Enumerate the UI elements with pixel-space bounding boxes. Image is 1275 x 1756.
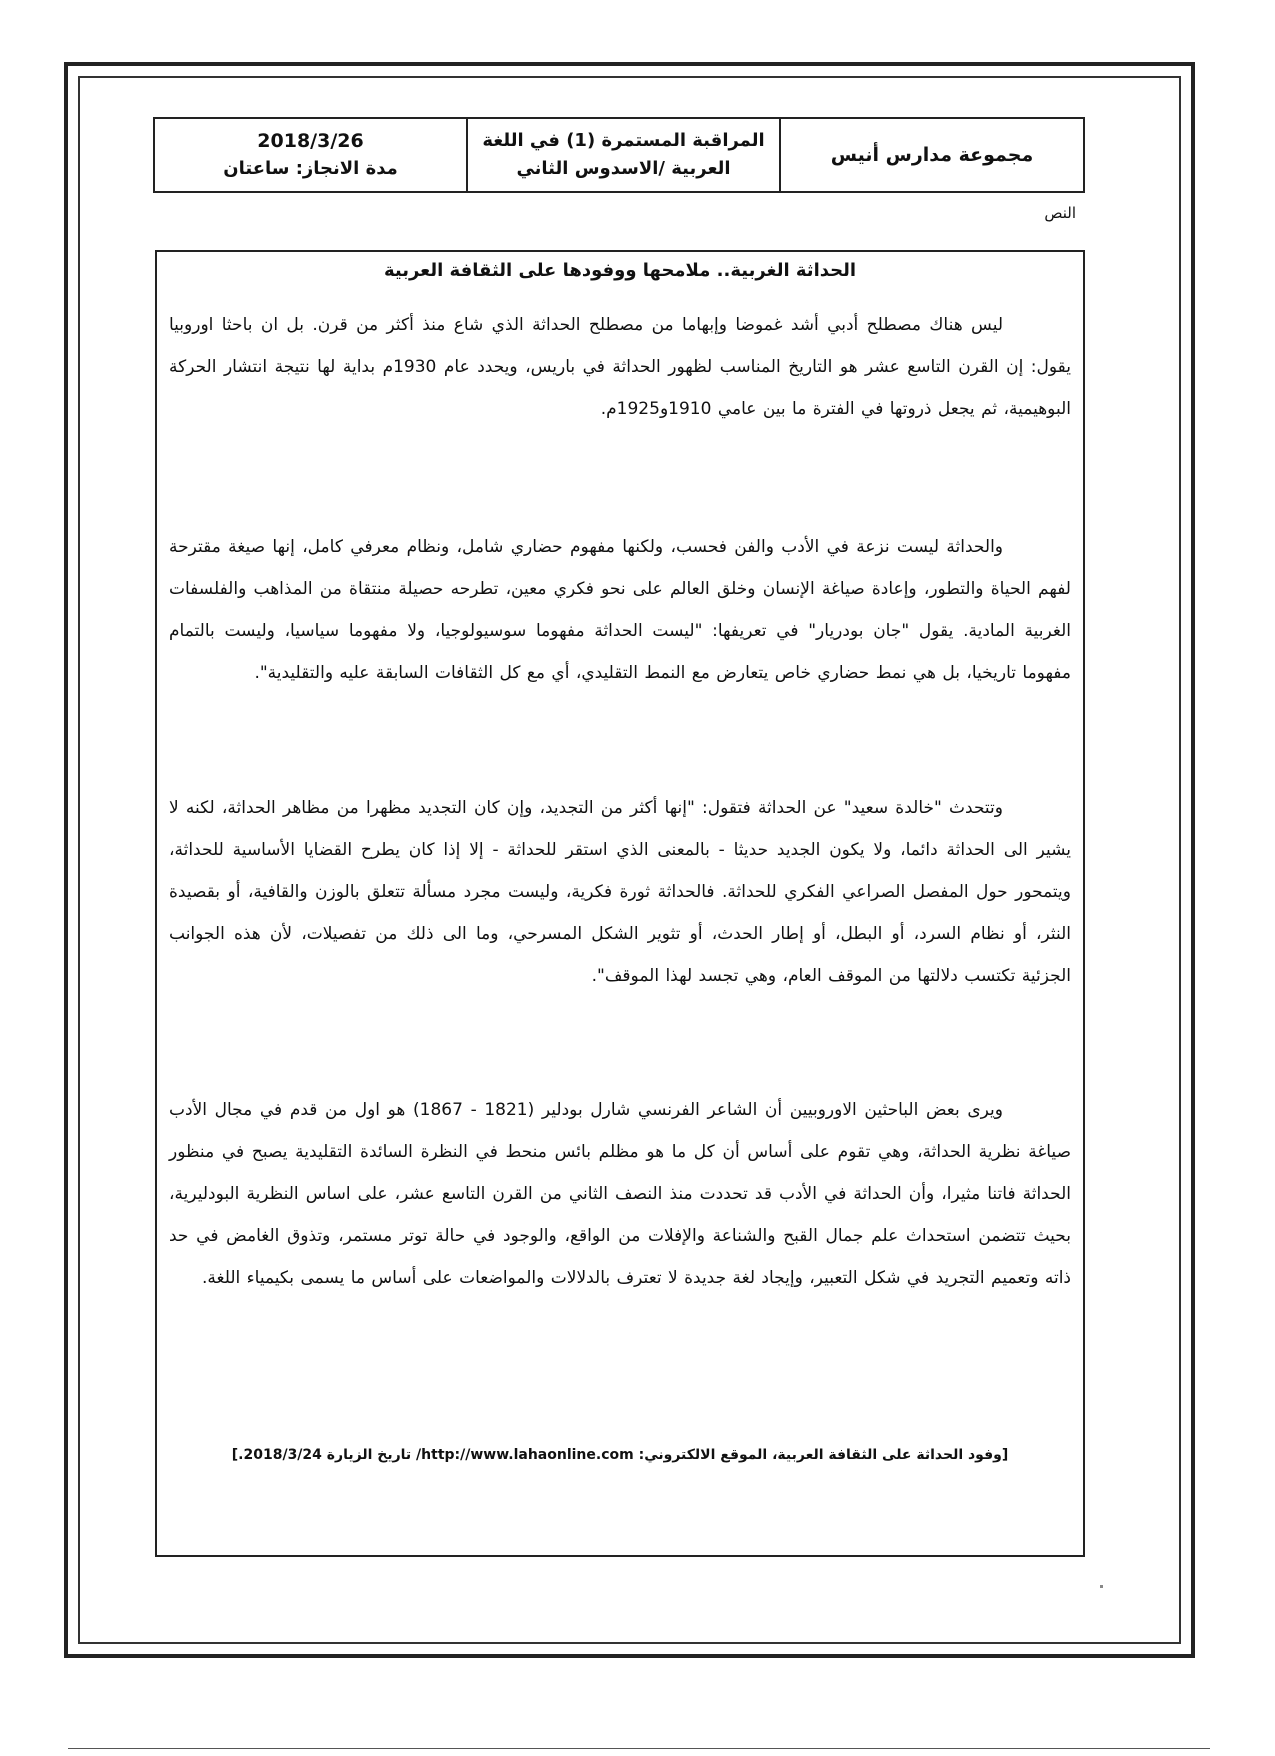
- article-paragraph: ليس هناك مصطلح أدبي أشد غموضا وإبهاما من مصطلح الحداثة الذي شاع منذ أكثر من قرن. بل ان باحثا اوروبيا يقول: إن القرن التاسع عشر هو التاريخ المناسب لظهور الحداثة في باريس، ويحدد عام 1930م بداية لها نتيجة انتشار الحركة البوهيمية، ثم يجعل ذروتها في الفترة ما بين عامي 1910و1925م.: [169, 315, 1071, 419]
- article-title: الحداثة الغربية.. ملامحها ووفودها على الثقافة العربية: [383, 260, 857, 281]
- scan-speck: [1100, 1585, 1103, 1588]
- header-school-cell: [781, 119, 1083, 191]
- header-date-cell: [155, 119, 468, 191]
- school-name: مجموعة مدارس أنيس: [830, 144, 1034, 166]
- article-box: [155, 250, 1085, 1557]
- article-reference: [وفود الحداثة على الثقافة العربية، الموقع الالكتروني: http://www.lahaonline.com/ تاريخ الزيارة 2018/3/24.]: [231, 1447, 1009, 1463]
- article-paragraph: وتتحدث "خالدة سعيد" عن الحداثة فتقول: "إنها أكثر من التجديد، وإن كان التجديد مظهرا من مظاهر الحداثة، لكنه لا يشير الى الحداثة دائما، ولا يكون الجديد حديثا - بالمعنى الذي استقر للحداثة - إلا إذا كان يطرح القضايا الأساسية للحداثة، ويتمحور حول المفصل الصراعي الفكري للحداثة. فالحداثة ثورة فكرية، وليست مجرد مسألة تتعلق بالوزن والقافية، أو بقصيدة النثر، أو نظام السرد، أو البطل، أو إطار الحدث، أو تثوير الشكل المسرحي، وما الى ذلك من تفصيلات، لأن هذه الجوانب الجزئية تكتسب دلالتها من الموقف العام، وهي تجسد لهذا الموقف".: [169, 798, 1071, 986]
- bottom-rule: [68, 1748, 1210, 1749]
- exam-date: 2018/3/26: [257, 130, 364, 152]
- header-exam-cell: [468, 119, 781, 191]
- exam-duration: مدة الانجاز: ساعتان: [223, 158, 398, 179]
- article-paragraph: ويرى بعض الباحثين الاوروبيين أن الشاعر الفرنسي شارل بودلير (1821 - 1867) هو اول من قدم في مجال الأدب صياغة نظرية الحداثة، وهي تقوم على أساس أن كل ما هو مظلم بائس منحط في النظرة السائدة التقليدية يصبح في منظور الحداثة فاتنا مثيرا، وأن الحداثة في الأدب قد تحددت منذ النصف الثاني من القرن التاسع عشر، على اساس النظرية البودليرية، بحيث تتضمن استحداث علم جمال القبح والشناعة والإفلات من الواقع، والوجود في حالة توتر مستمر، وتذوق الغامض في حد ذاته وتعميم التجريد في شكل التعبير، وإيجاد لغة جديدة لا تعترف بالدلالات والمواضعات على أساس ما يسمى بكيمياء اللغة.: [169, 1100, 1071, 1288]
- exam-title-line2: العربية /الاسدوس الثاني: [516, 158, 731, 179]
- exam-header-table: [153, 117, 1085, 193]
- article-paragraph: والحداثة ليست نزعة في الأدب والفن فحسب، ولكنها مفهوم حضاري شامل، ونظام معرفي كامل، إنها صيغة مقترحة لفهم الحياة والتطور، وإعادة صياغة الإنسان وخلق العالم على نحو فكري معين، تطرحه حصيلة منتقاة من المذاهب والفلسفات الغربية المادية. يقول "جان بودريار" في تعريفها: "ليست الحداثة مفهوما سوسيولوجيا، ولا مفهوما سياسيا، وليست بالتمام مفهوما تاريخيا، بل هي نمط حضاري خاص يتعارض مع النمط التقليدي، أي مع كل الثقافات السابقة عليه والتقليدية".: [169, 537, 1071, 683]
- text-section-label: النص: [1044, 204, 1076, 222]
- exam-title-line1: المراقبة المستمرة (1) في اللغة: [482, 130, 765, 151]
